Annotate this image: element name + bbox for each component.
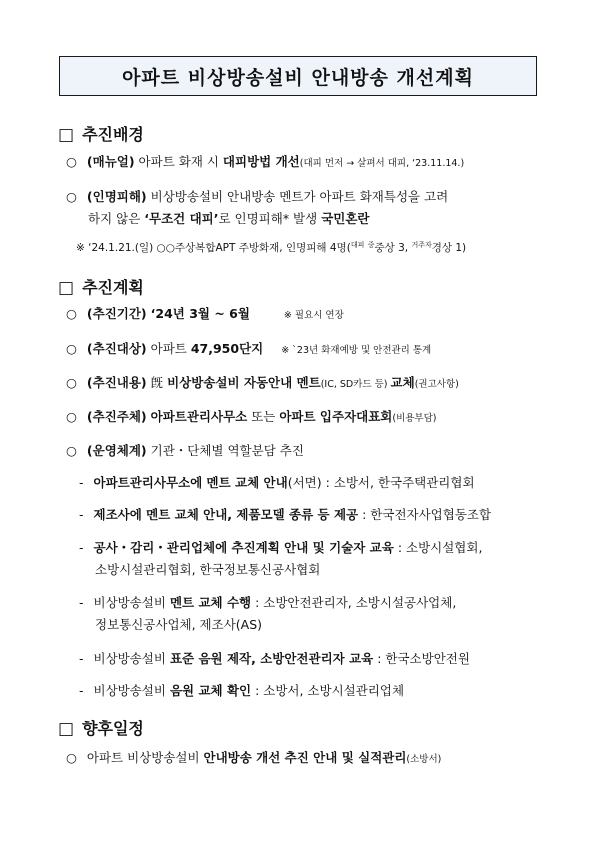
item-note: ※ 필요시 연장: [283, 310, 344, 321]
item-label: (매뉴얼): [86, 154, 135, 169]
section-title: 향후일정: [82, 719, 144, 738]
dash: -: [79, 651, 84, 666]
item-text: 비상방송설비 안내방송 멘트가 아파트 화재특성을 고려: [150, 189, 449, 204]
role-item-5: [79, 651, 470, 667]
bullet: ○: [66, 341, 77, 356]
item-text: 아파트 화재 시: [138, 154, 223, 169]
bullet: ○: [66, 409, 77, 424]
item-small: (권고사항): [414, 379, 459, 390]
item-text: 하지 않은: [88, 211, 145, 226]
bg-item-casualty-cont: [88, 211, 370, 227]
item-bold: 아파트 입주자대표회: [279, 409, 393, 424]
item-bold: 안내방송 개선 추진 안내 및 실적관리: [203, 750, 407, 765]
item-bold: 멘트 교체 수행: [169, 595, 252, 610]
note-sup: 거주자: [411, 241, 432, 249]
role-item-3-cont: [95, 562, 320, 578]
item-text: 旣: [150, 375, 168, 390]
item-bold: 비상방송설비 자동안내 멘트: [167, 375, 321, 390]
section-plan: [58, 275, 144, 298]
item-text: (서면) : 소방서, 한국주택관리협회: [287, 475, 475, 490]
schedule-item: [66, 750, 441, 768]
bullet: ○: [66, 154, 77, 169]
role-item-2: [79, 507, 491, 523]
item-text: 아파트 비상방송설비: [86, 750, 204, 765]
role-item-4: [79, 595, 456, 611]
section-background: [58, 122, 144, 145]
note-sup: 대피: [350, 241, 365, 249]
item-bold: 아파트관리사무소에 멘트 교체 안내: [93, 475, 288, 490]
item-text: : 한국소방안전원: [373, 651, 470, 666]
item-label: (인명피해): [86, 189, 147, 204]
item-label: (운영체계): [86, 443, 147, 458]
section-marker: □: [58, 719, 75, 739]
item-text: : 한국전자사업협동조합: [358, 507, 492, 522]
role-item-4-cont: [95, 617, 262, 633]
item-bold: ‘24년 3월 ~ 6월: [150, 306, 250, 321]
bg-note: [76, 240, 466, 255]
note-text: ※ ‘24.1.21.(일) ○○주상복합APT 주방화재, 인명피해 4명(: [76, 242, 351, 254]
dash: -: [79, 683, 84, 698]
plan-item-actor: [66, 409, 437, 427]
plan-item-operation: [66, 443, 304, 459]
section-title: 추진배경: [82, 125, 144, 144]
item-small: (IC, SD카드 등): [320, 379, 391, 390]
note-sup: 중: [367, 241, 375, 249]
item-text: 비상방송설비: [93, 651, 170, 666]
dash: -: [79, 595, 84, 610]
plan-item-period: [66, 306, 344, 324]
section-marker: □: [58, 278, 75, 298]
item-text: 비상방송설비: [93, 595, 170, 610]
item-text: 소방시설관리협회, 한국정보통신공사협회: [95, 562, 321, 577]
item-label: (추진기간): [86, 306, 147, 321]
item-text: 기관・단체별 역할분담 추진: [150, 443, 304, 458]
item-small: (비용부담): [392, 413, 437, 424]
dash: -: [79, 507, 84, 522]
role-item-6: [79, 683, 404, 699]
item-text: 정보통신공사업체, 제조사(AS): [95, 617, 263, 632]
item-note: ※ `23년 화재예방 및 안전관리 통계: [281, 345, 432, 356]
section-schedule: [58, 716, 144, 739]
page-title: 아파트 비상방송설비 안내방송 개선계획: [122, 66, 474, 89]
bg-item-casualty: [66, 189, 448, 205]
plan-item-target: [66, 341, 431, 359]
item-bold: 표준 음원 제작, 소방안전관리자 교육: [169, 651, 374, 666]
item-label: (추진주체): [86, 409, 147, 424]
item-bold: 국민혼란: [321, 211, 370, 226]
plan-item-content: [66, 375, 459, 393]
bullet: ○: [66, 443, 77, 458]
section-title: 추진계획: [82, 278, 144, 297]
bg-item-manual: [66, 154, 464, 172]
item-label: (추진대상): [86, 341, 147, 356]
item-small: (소방서): [406, 754, 442, 765]
item-text: : 소방안전관리자, 소방시설공사업체,: [251, 595, 457, 610]
dash: -: [79, 540, 84, 555]
item-bold: 제조사에 멘트 교체 안내, 제품모델 종류 등 제공: [93, 507, 359, 522]
item-bold: 아파트관리사무소: [150, 409, 248, 424]
title-box: [59, 56, 537, 96]
item-bold: ‘무조건 대피’: [144, 211, 219, 226]
item-text: 비상방송설비: [93, 683, 170, 698]
item-bold: 47,950단지: [190, 341, 264, 356]
item-text: 아파트: [150, 341, 191, 356]
item-bold: 교체: [390, 375, 415, 390]
item-text: 로 인명피해* 발생: [218, 211, 322, 226]
item-text: : 소방서, 소방시설관리업체: [251, 683, 405, 698]
item-text: : 소방시설협회,: [393, 540, 483, 555]
item-text: 또는: [247, 409, 280, 424]
bullet: ○: [66, 375, 77, 390]
role-item-1: [79, 475, 475, 491]
dash: -: [79, 475, 84, 490]
note-text: 경상 1): [431, 242, 467, 254]
item-label: (추진내용): [86, 375, 147, 390]
role-item-3: [79, 540, 482, 556]
item-small: (대피 먼저 → 살펴서 대피, ‘23.11.14.): [299, 158, 465, 169]
section-marker: □: [58, 125, 75, 145]
note-text: 중상 3,: [374, 242, 412, 254]
bullet: ○: [66, 189, 77, 204]
bullet: ○: [66, 306, 77, 321]
bullet: ○: [66, 750, 77, 765]
item-bold: 공사・감리・관리업체에 추진계획 안내 및 기술자 교육: [93, 540, 394, 555]
item-bold: 대피방법 개선: [222, 154, 300, 169]
item-bold: 음원 교체 확인: [169, 683, 252, 698]
